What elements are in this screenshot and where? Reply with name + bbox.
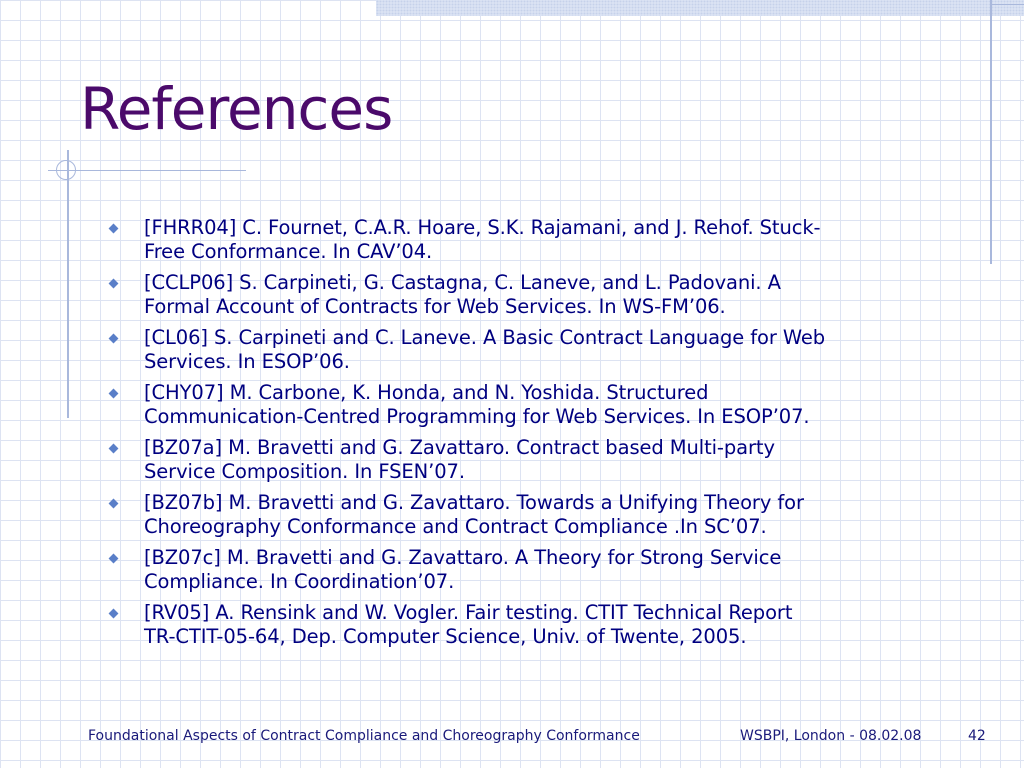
reference-line-2: TR-CTIT-05-64, Dep. Computer Science, Univ. of Twente, 2005. [144, 625, 747, 648]
reference-line-1: [FHRR04] C. Fournet, C.A.R. Hoare, S.K. Rajamani, and J. Rehof. Stuck- [144, 216, 821, 239]
circle-ornament [56, 160, 76, 180]
reference-line-1: [CCLP06] S. Carpineti, G. Castagna, C. Laneve, and L. Padovani. A [144, 271, 781, 294]
reference-item [108, 326, 988, 374]
diamond-bullet-icon [109, 609, 119, 619]
diamond-bullet-icon [109, 389, 119, 399]
diamond-bullet-icon [109, 334, 119, 344]
reference-line-1: [BZ07c] M. Bravetti and G. Zavattaro. A Theory for Strong Service [144, 546, 782, 569]
reference-line-2: Free Conformance. In CAV’04. [144, 240, 433, 263]
reference-line-1: [BZ07b] M. Bravetti and G. Zavattaro. Towards a Unifying Theory for [144, 491, 804, 514]
reference-item [108, 601, 988, 649]
diamond-bullet-icon [109, 279, 119, 289]
reference-item [108, 546, 988, 594]
diamond-bullet-icon [109, 499, 119, 509]
top-decorative-band [376, 0, 1024, 16]
diamond-bullet-icon [109, 224, 119, 234]
left-decorative-line [67, 150, 69, 418]
footer-page-number: 42 [968, 728, 986, 744]
footer-event-date: WSBPI, London - 08.02.08 [740, 728, 922, 744]
reference-line-1: [CL06] S. Carpineti and C. Laneve. A Basic Contract Language for Web [144, 326, 826, 349]
diamond-bullet-icon [109, 444, 119, 454]
title-underline [48, 170, 246, 171]
reference-line-1: [BZ07a] M. Bravetti and G. Zavattaro. Contract based Multi-party [144, 436, 775, 459]
reference-line-1: [CHY07] M. Carbone, K. Honda, and N. Yoshida. Structured [144, 381, 709, 404]
right-decorative-line [990, 0, 992, 264]
reference-item [108, 491, 988, 539]
right-decorative-tick [990, 4, 1024, 5]
reference-item [108, 436, 988, 484]
reference-line-2: Services. In ESOP’06. [144, 350, 350, 373]
slide-title: References [80, 75, 393, 143]
references-list [108, 216, 988, 656]
reference-line-2: Choreography Conformance and Contract Compliance .In SC’07. [144, 515, 767, 538]
reference-line-2: Service Composition. In FSEN’07. [144, 460, 465, 483]
reference-item [108, 381, 988, 429]
diamond-bullet-icon [109, 554, 119, 564]
reference-line-1: [RV05] A. Rensink and W. Vogler. Fair testing. CTIT Technical Report [144, 601, 793, 624]
reference-item [108, 271, 988, 319]
reference-line-2: Compliance. In Coordination’07. [144, 570, 455, 593]
footer-presentation-title: Foundational Aspects of Contract Compliance and Choreography Conformance [88, 728, 640, 744]
reference-line-2: Formal Account of Contracts for Web Services. In WS-FM’06. [144, 295, 726, 318]
reference-item [108, 216, 988, 264]
reference-line-2: Communication-Centred Programming for Web Services. In ESOP’07. [144, 405, 810, 428]
